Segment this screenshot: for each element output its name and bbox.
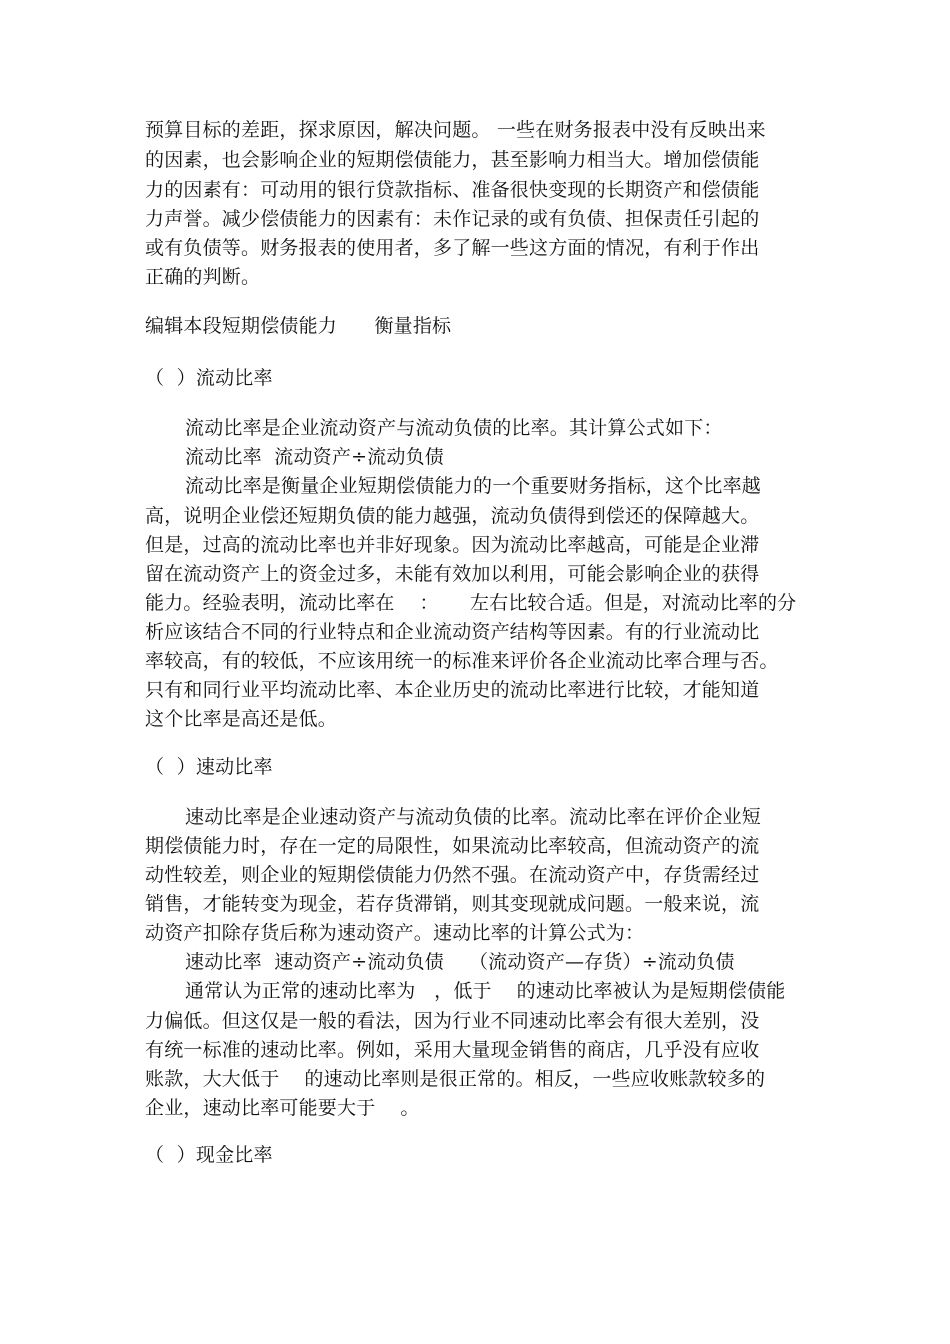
current-ratio-heading: （ ）流动比率 bbox=[145, 367, 273, 389]
intro-line: 的因素，也会影响企业的短期偿债能力，甚至影响力相当大。增加偿债能 bbox=[145, 149, 760, 171]
current-ratio-line: 析应该结合不同的行业特点和企业流动资产结构等因素。有的行业流动比 bbox=[145, 621, 760, 643]
quick-ratio-line: 账款，大大低于 的速动比率则是很正常的。相反，一些应收账款较多的 bbox=[145, 1068, 766, 1090]
quick-ratio-heading: （ ）速动比率 bbox=[145, 756, 273, 778]
current-ratio-line: 率较高，有的较低，不应该用统一的标准来评价各企业流动比率合理与否。 bbox=[145, 650, 779, 672]
quick-ratio-line: 企业，速动比率可能要大于 。 bbox=[145, 1097, 420, 1119]
current-ratio-line: 这个比率是高还是低。 bbox=[145, 708, 338, 730]
current-ratio-line: 只有和同行业平均流动比率、本企业历史的流动比率进行比较，才能知道 bbox=[145, 679, 760, 701]
quick-ratio-formula: 速动比率 速动资产÷流动负债 （流动资产—存货）÷流动负债 bbox=[185, 951, 735, 973]
current-ratio-line: 能力。经验表明，流动比率在 ： 左右比较合适。但是，对流动比率的分 bbox=[145, 592, 797, 614]
cash-ratio-heading: （ ）现金比率 bbox=[145, 1144, 273, 1166]
current-ratio-line: 流动比率是衡量企业短期偿债能力的一个重要财务指标，这个比率越 bbox=[185, 475, 762, 497]
quick-ratio-line: 有统一标准的速动比率。例如，采用大量现金销售的商店，几乎没有应收 bbox=[145, 1039, 760, 1061]
quick-ratio-line: 销售，才能转变为现金，若存货滞销，则其变现就成问题。一般来说，流 bbox=[145, 893, 760, 915]
quick-ratio-line: 动资产扣除存货后称为速动资产。速动比率的计算公式为： bbox=[145, 922, 645, 944]
current-ratio-formula: 流动比率 流动资产÷流动负债 bbox=[185, 446, 444, 468]
intro-line: 预算目标的差距，探求原因，解决问题。 一些在财务报表中没有反映出来 bbox=[145, 119, 766, 141]
intro-line: 力声誉。减少偿债能力的因素有：未作记录的或有负债、担保责任引起的 bbox=[145, 208, 760, 230]
quick-ratio-line: 动性较差，则企业的短期偿债能力仍然不强。在流动资产中，存货需经过 bbox=[145, 864, 760, 886]
quick-ratio-line: 通常认为正常的速动比率为 ，低于 的速动比率被认为是短期偿债能 bbox=[185, 980, 786, 1002]
current-ratio-line: 但是，过高的流动比率也并非好现象。因为流动比率越高，可能是企业滞 bbox=[145, 534, 760, 556]
quick-ratio-line: 期偿债能力时，存在一定的局限性，如果流动比率较高，但流动资产的流 bbox=[145, 835, 760, 857]
quick-ratio-line: 力偏低。但这仅是一般的看法，因为行业不同速动比率会有很大差别，没 bbox=[145, 1010, 760, 1032]
intro-line: 力的因素有：可动用的银行贷款指标、准备很快变现的长期资产和偿债能 bbox=[145, 179, 760, 201]
quick-ratio-line: 速动比率是企业速动资产与流动负债的比率。流动比率在评价企业短 bbox=[185, 806, 762, 828]
intro-line: 或有负债等。财务报表的使用者，多了解一些这方面的情况，有利于作出 bbox=[145, 237, 760, 259]
current-ratio-line: 留在流动资产上的资金过多，未能有效加以利用，可能会影响企业的获得 bbox=[145, 563, 760, 585]
intro-line: 正确的判断。 bbox=[145, 266, 261, 288]
section-heading: 编辑本段短期偿债能力 衡量指标 bbox=[145, 315, 452, 337]
current-ratio-definition: 流动比率是企业流动资产与流动负债的比率。其计算公式如下： bbox=[185, 417, 723, 439]
current-ratio-line: 高，说明企业偿还短期负债的能力越强，流动负债得到偿还的保障越大。 bbox=[145, 505, 760, 527]
